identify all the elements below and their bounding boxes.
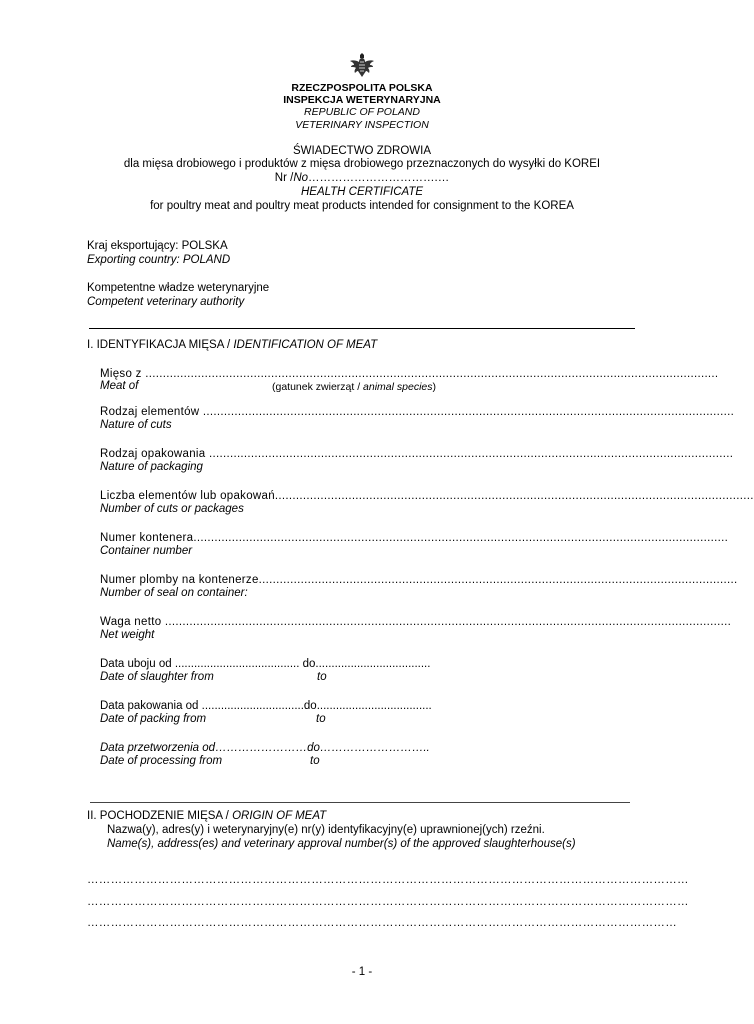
certificate-subtitle-pl: dla mięsa drobiowego i produktów z mięsa drobiowego przeznaczonych do wysyłki do KOREI	[123, 158, 601, 170]
exporting-country-pl: Kraj eksportujący: POLSKA	[87, 240, 228, 252]
net-weight-field[interactable]: Waga netto ..................................................................................................................................................................	[100, 616, 732, 628]
net-weight-label-en: Net weight	[100, 629, 155, 641]
processing-date-label-pl: Data przetworzenia od	[100, 742, 216, 754]
slaughterhouse-line-2[interactable]: ………………………………………………………………………………………………………………………………………	[87, 896, 689, 908]
section-2-heading-pl: II. POCHODZENIE MIĘSA /	[87, 810, 233, 822]
container-number-label-pl: Numer kontenera	[100, 532, 194, 544]
animal-species-note-end: )	[432, 381, 436, 393]
seal-number-field[interactable]: Numer plomby na kontenerze.........................................................................................................................................	[100, 574, 738, 586]
slaughterhouse-line-1[interactable]: ………………………………………………………………………………………………………………………………………	[87, 874, 689, 886]
nature-of-packaging-label-pl: Rodzaj opakowania	[100, 448, 206, 460]
container-number-field[interactable]: Numer kontenera.........................................................................................................................................................	[100, 532, 729, 544]
processing-date-label-en: Date of processing from	[100, 755, 223, 767]
slaughter-date-label-en: Date of slaughter from	[100, 671, 214, 683]
container-number-label-en: Container number	[100, 545, 193, 557]
slaughter-date-label-pl: Data uboju od	[100, 658, 172, 670]
processing-date-to-pl: do	[307, 742, 320, 754]
seal-number-label-en: Number of seal on container:	[100, 587, 248, 599]
nr-dots: …………………………….…	[308, 172, 450, 184]
nature-of-packaging-field[interactable]: Rodzaj opakowania ......................................................................................................................................................	[100, 448, 734, 460]
section-1-heading-pl: I. IDENTYFIKACJA MIĘSA /	[87, 339, 234, 351]
meat-of-label-pl: Mięso z	[100, 368, 142, 380]
authority-pl: Kompetentne władze weterynaryjne	[87, 282, 270, 294]
slaughterhouse-line-3[interactable]: ……………………………………………………………………………………………………………………………………	[87, 917, 677, 929]
certificate-number	[0, 172, 724, 184]
section-2-divider	[90, 802, 630, 803]
nature-of-cuts-field[interactable]: Rodzaj elementów ........................................................................................................................................................	[100, 406, 735, 418]
nature-of-cuts-label-pl: Rodzaj elementów	[100, 406, 200, 418]
seal-number-label-pl: Numer plomby na kontenerze	[100, 574, 259, 586]
page-number: - 1 -	[351, 966, 373, 978]
slaughter-date-to-en: to	[317, 671, 327, 683]
packing-date-field[interactable]: Data pakowania od ................................do....................................	[100, 700, 432, 712]
certificate-subtitle-en: for poultry meat and poultry meat products intended for consignment to the KOREA	[150, 200, 574, 212]
slaughter-date-field[interactable]: Data uboju od ....................................... do....................................	[100, 658, 431, 670]
slaughterhouse-desc-pl: Nazwa(y), adres(y) i weterynaryjny(e) nr(y) identyfikacyjny(e) uprawnionej(ych) rzeźni.	[107, 824, 545, 836]
processing-date-to-en: to	[310, 755, 320, 767]
section-divider	[89, 328, 635, 329]
animal-species-note-en: animal species	[363, 381, 433, 393]
nr-label-en: No	[293, 172, 309, 184]
nature-of-cuts-label-en: Nature of cuts	[100, 419, 172, 431]
number-of-packages-label-pl: Liczba elementów lub opakowań	[100, 490, 275, 502]
packing-date-label-en: Date of packing from	[100, 713, 207, 725]
section-2-heading-en: ORIGIN OF MEAT	[232, 810, 327, 822]
packing-date-label-pl: Data pakowania od	[100, 700, 199, 712]
number-of-packages-label-en: Number of cuts or packages	[100, 503, 244, 515]
inspection-pl: INSPEKCJA WETERYNARYJNA	[283, 94, 441, 106]
certificate-title-pl: ŚWIADECTWO ZDROWIA	[293, 145, 431, 157]
number-of-packages-field[interactable]: Liczba elementów lub opakowań.........................................................................................................................................	[100, 490, 754, 502]
slaughter-date-to-pl: do	[302, 658, 316, 670]
republic-en: REPUBLIC OF POLAND	[304, 106, 420, 118]
section-1-heading	[87, 339, 377, 351]
animal-species-note	[272, 381, 436, 393]
meat-of-label-en: Meat of	[100, 380, 139, 392]
animal-species-note-pl: (gatunek zwierząt /	[272, 381, 364, 393]
inspection-en: VETERINARY INSPECTION	[295, 119, 429, 131]
section-1-heading-en: IDENTIFICATION OF MEAT	[233, 339, 378, 351]
net-weight-label-pl: Waga netto	[100, 616, 162, 628]
nr-label-pl: Nr /	[274, 172, 294, 184]
polish-eagle-emblem-icon	[347, 50, 377, 80]
meat-of-field[interactable]: Mięso z ....................................................................................................................................................................	[100, 368, 719, 380]
nature-of-packaging-label-en: Nature of packaging	[100, 461, 203, 473]
slaughterhouse-desc-en: Name(s), address(es) and veterinary approval number(s) of the approved slaughterhouse(s)	[107, 838, 576, 850]
exporting-country-en: Exporting country: POLAND	[87, 254, 231, 266]
packing-date-to-pl: do	[303, 700, 317, 712]
certificate-title-en: HEALTH CERTIFICATE	[300, 186, 424, 198]
packing-date-to-en: to	[316, 713, 326, 725]
republic-pl: RZECZPOSPOLITA POLSKA	[291, 82, 433, 94]
processing-date-field[interactable]: Data przetworzenia od……………………do………………………..	[100, 742, 430, 754]
authority-en: Competent veterinary authority	[87, 296, 245, 308]
section-2-heading	[87, 810, 326, 822]
